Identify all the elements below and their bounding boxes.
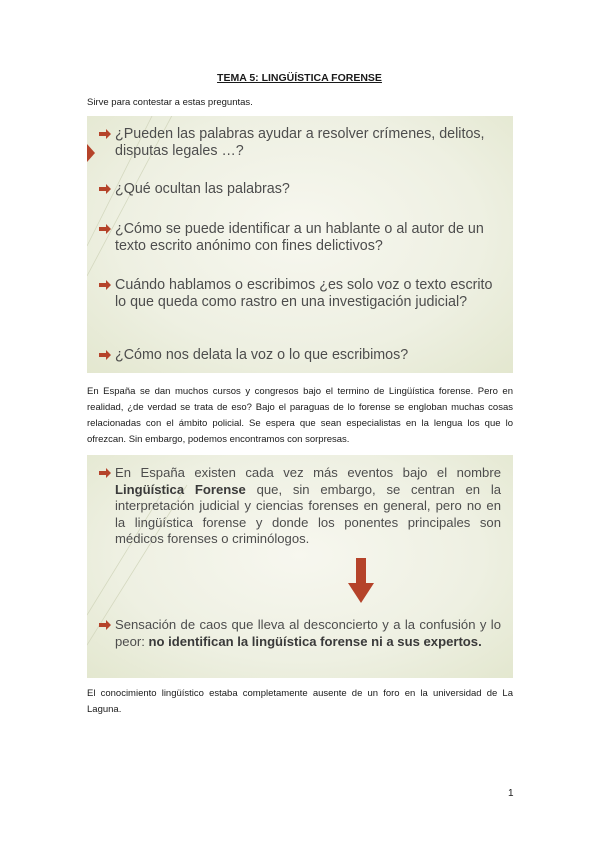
slide-bullet-text: ¿Qué ocultan las palabras? (115, 181, 290, 197)
slide-bullet-text (115, 617, 501, 650)
arrow-bullet-icon (99, 224, 112, 234)
slide-bullet (99, 181, 501, 198)
slide-bullet (99, 277, 501, 311)
arrow-bullet-icon (99, 468, 112, 478)
slide-bullet (99, 617, 501, 650)
arrow-bullet-icon (99, 620, 112, 630)
slide-bullet (99, 465, 501, 548)
page-number: 1 (508, 788, 514, 799)
slide-bullet-text: ¿Pueden las palabras ayudar a resolver crímenes, delitos, disputas legales …? (115, 126, 485, 159)
slide-bullet (99, 347, 501, 364)
bullet-text-part: que, sin embargo, se centran en la interpretación judicial y ciencias forenses en general, pero no en la lingüística forense y donde los ponentes principales son médicos forenses o criminólogos. (115, 481, 502, 546)
slide-bullet (99, 126, 501, 160)
bullet-bold-text: Lingüística Forense (115, 481, 246, 497)
bullet-text-part: Sensación de caos que lleva al desconcierto y a la confusión y lo peor: (115, 617, 501, 649)
slide-bullet-text: ¿Cómo nos delata la voz o lo que escribimos? (115, 347, 409, 363)
intro-text: Sirve para contestar a estas preguntas. (87, 97, 253, 108)
bullet-bold-text: no identifican la lingüística forense ni a sus expertos. (148, 633, 482, 649)
arrow-bullet-icon (99, 184, 112, 194)
slide-bullet-text: ¿Cómo se puede identificar a un hablante o al autor de un texto escrito anónimo con fines delictivos? (115, 221, 484, 254)
bullet-text-part: En España existen cada vez más eventos bajo el nombre (115, 465, 501, 480)
slide-bullet-text: Cuándo hablamos o escribimos ¿es solo voz o texto escrito lo que queda como rastro en una investigación judicial? (115, 277, 493, 310)
arrow-bullet-icon (99, 350, 112, 360)
arrow-bullet-icon (99, 280, 112, 290)
body-paragraph: En España se dan muchos cursos y congresos bajo el termino de Lingüística forense. Pero en realidad, ¿de verdad se trata de eso? Bajo el paraguas de lo forense se engloban muchas cosas relacionadas con el ámbito policial. Se espera que sean especialistas en la lengua los que lo ofrezcan. Sin embargo, podemos encontramos con sorpresas. (87, 386, 513, 445)
arrow-bullet-icon (99, 129, 112, 139)
down-arrow-icon (348, 558, 374, 603)
slide-bullet (99, 221, 501, 255)
slide-questions (87, 116, 513, 373)
page-title: TEMA 5: LINGÜÍSTICA FORENSE (217, 72, 382, 84)
slide-bullet-text (115, 465, 501, 548)
body-paragraph: El conocimiento lingüístico estaba completamente ausente de un foro en la universidad de La Laguna. (87, 688, 513, 715)
slide-events (87, 455, 513, 678)
